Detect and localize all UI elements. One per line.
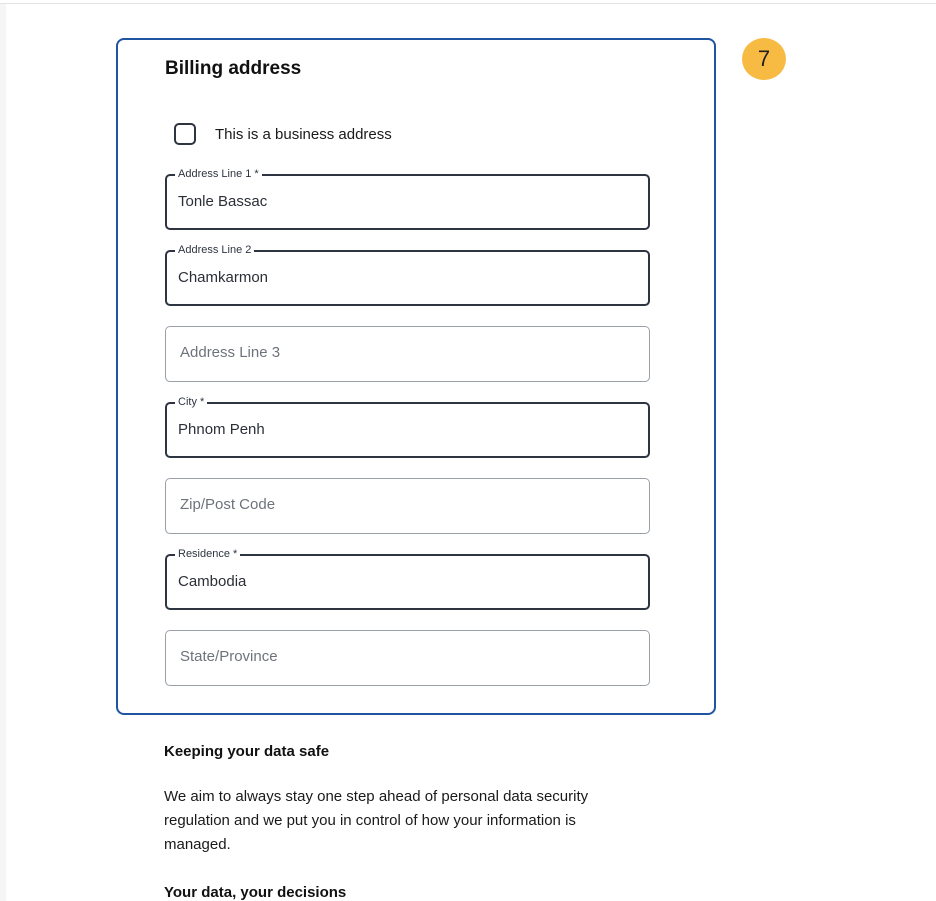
billing-address-card	[116, 38, 716, 715]
address-line3-field[interactable]	[165, 326, 650, 382]
residence-field[interactable]	[165, 548, 650, 610]
residence-label: Residence *	[175, 547, 240, 561]
data-decisions-heading: Your data, your decisions	[164, 884, 347, 901]
address-line1-label: Address Line 1 *	[175, 167, 262, 181]
address-line1-value[interactable]: Tonle Bassac	[178, 193, 268, 210]
address-line2-field[interactable]	[165, 244, 650, 306]
business-address-checkbox[interactable]	[174, 123, 196, 145]
business-address-option[interactable]	[174, 122, 392, 146]
business-address-label[interactable]: This is a business address	[215, 125, 392, 143]
state-province-field[interactable]	[165, 630, 650, 686]
address-line2-label: Address Line 2	[175, 243, 254, 257]
address-line2-value[interactable]: Chamkarmon	[178, 269, 269, 286]
residence-value[interactable]: Cambodia	[178, 573, 247, 590]
left-gutter	[0, 4, 6, 901]
city-value[interactable]: Phnom Penh	[178, 421, 265, 438]
data-safe-heading: Keeping your data safe	[164, 743, 330, 760]
zip-code-field[interactable]	[165, 478, 650, 534]
zip-code-placeholder[interactable]: Zip/Post Code	[180, 496, 276, 513]
state-province-placeholder[interactable]: State/Province	[180, 648, 278, 665]
city-label: City *	[175, 395, 207, 409]
address-line1-field[interactable]	[165, 168, 650, 230]
data-safe-text: We aim to always stay one step ahead of personal data security regulation and we put you in control of how your information is managed.	[164, 788, 589, 853]
address-line3-placeholder[interactable]: Address Line 3	[180, 344, 281, 361]
step-number-badge: 7	[742, 38, 786, 80]
billing-address-title: Billing address	[165, 58, 302, 79]
city-field[interactable]	[165, 396, 650, 458]
top-divider	[0, 0, 936, 4]
